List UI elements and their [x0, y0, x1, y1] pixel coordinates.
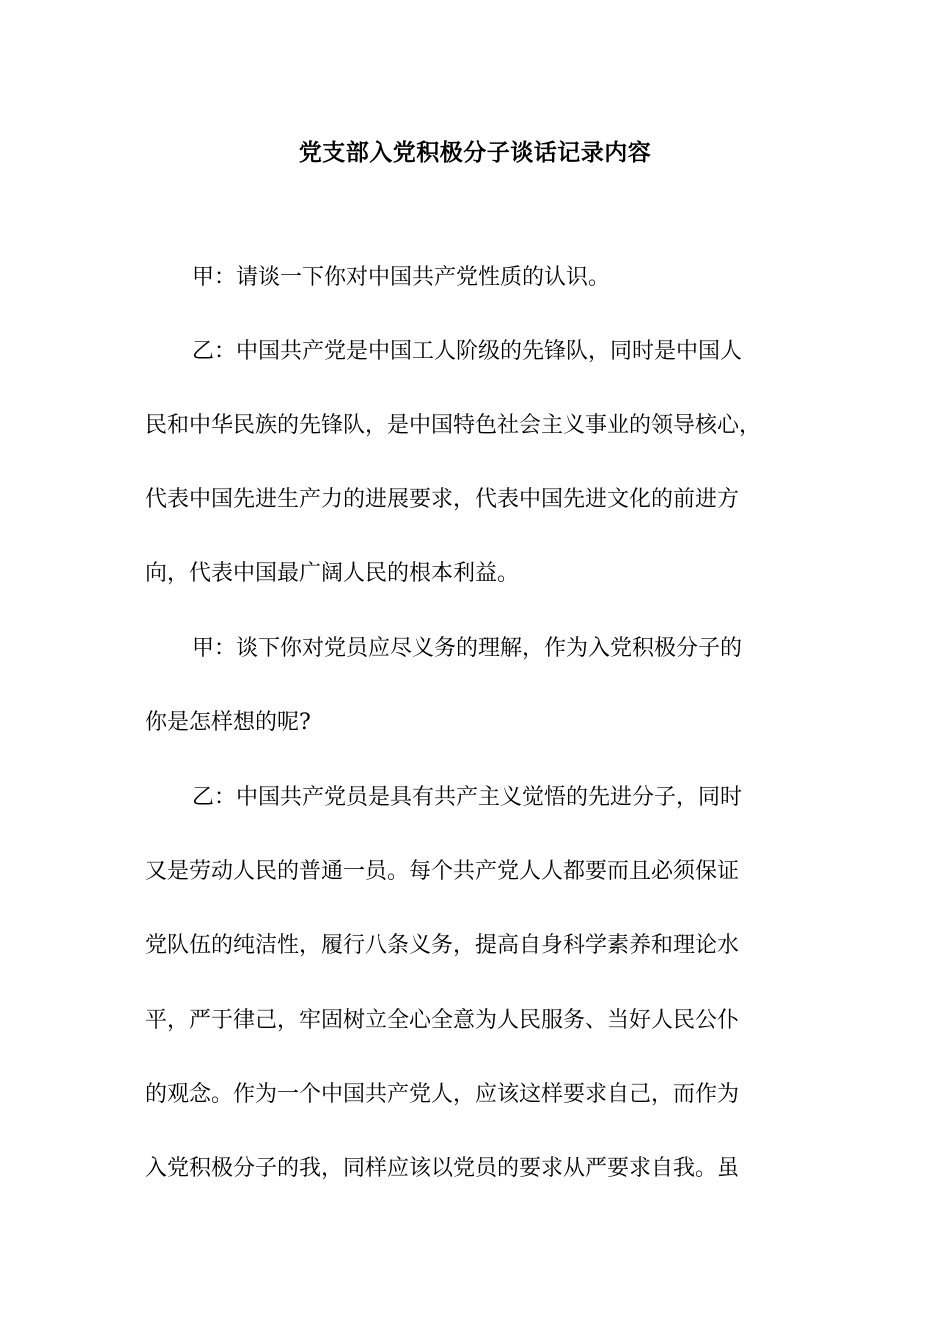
paragraph-line: 民和中华民族的先锋队，是中国特色社会主义事业的领导核心，	[145, 413, 762, 438]
paragraph-line: 代表中国先进生产力的进展要求，代表中国先进文化的前进方	[145, 487, 740, 512]
paragraph-line: 甲：请谈一下你对中国共产党性质的认识。	[192, 265, 611, 290]
paragraph-line: 乙：中国共产党员是具有共产主义觉悟的先进分子，同时	[192, 785, 743, 810]
paragraph-line: 入党积极分子的我，同样应该以党员的要求从严要求自我。虽	[145, 1156, 740, 1181]
paragraph-line: 党队伍的纯洁性，履行八条义务，提高自身科学素养和理论水	[145, 933, 740, 958]
paragraph-line: 向，代表中国最广阔人民的根本利益。	[145, 561, 520, 586]
paragraph-line: 的观念。作为一个中国共产党人，应该这样要求自己，而作为	[145, 1082, 740, 1107]
document-title: 党支部入党积极分子谈话记录内容	[298, 139, 652, 166]
paragraph-line: 平，严于律己，牢固树立全心全意为人民服务、当好人民公仆	[145, 1008, 740, 1033]
paragraph-line: 乙：中国共产党是中国工人阶级的先锋队，同时是中国人	[192, 339, 743, 364]
paragraph-line: 你是怎样想的呢?	[145, 710, 311, 735]
paragraph-line: 甲：谈下你对党员应尽义务的理解，作为入党积极分子的	[192, 636, 743, 661]
paragraph-line: 又是劳动人民的普通一员。每个共产党人人都要而且必须保证	[145, 859, 740, 884]
